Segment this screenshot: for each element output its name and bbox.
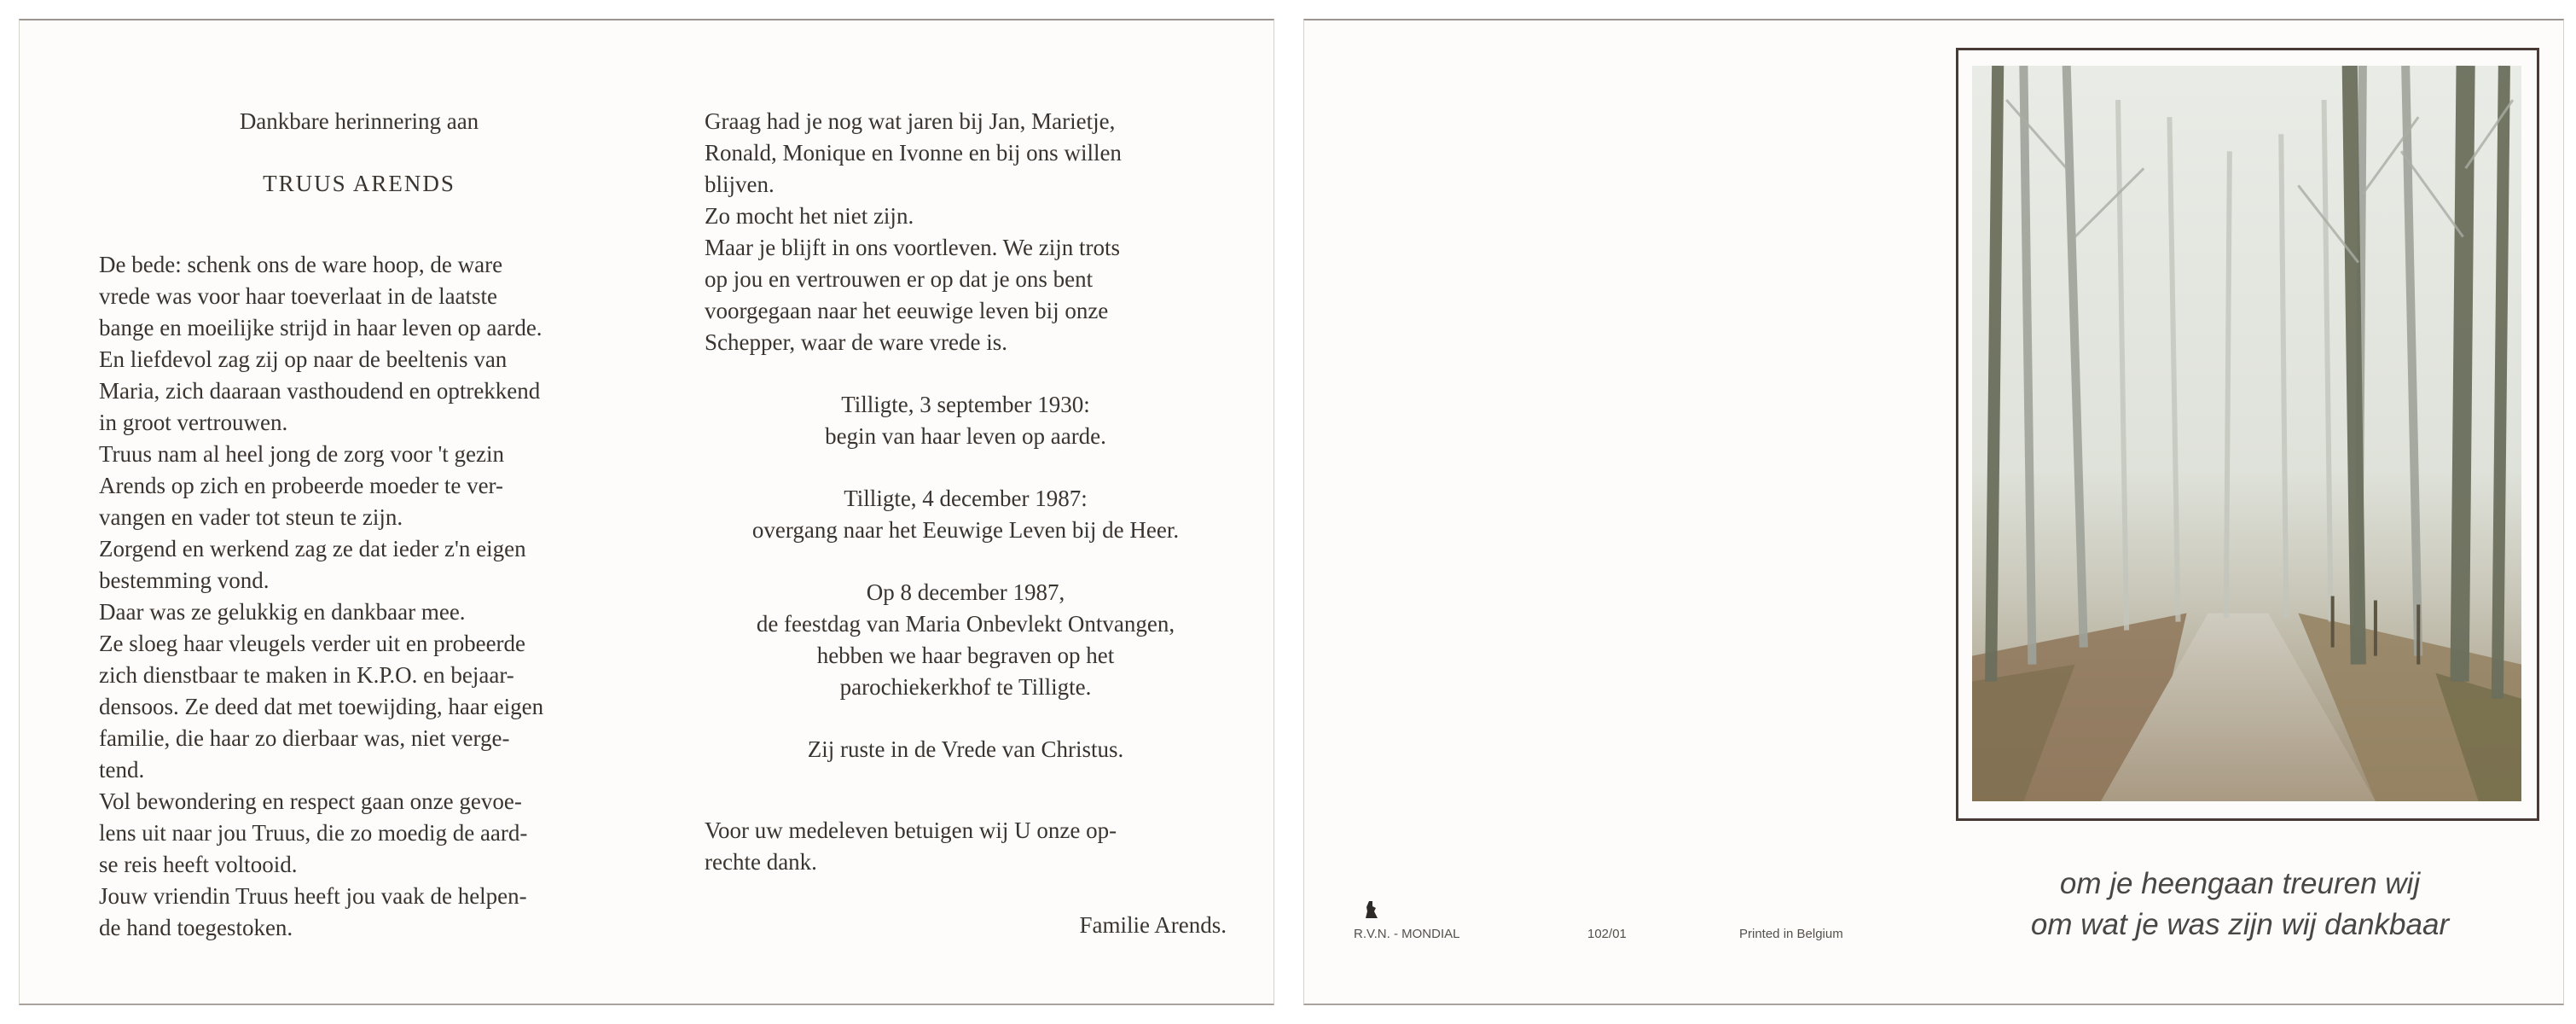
text-line: parochiekerkhof te Tilligte. (839, 674, 1092, 700)
text-line: Zorgend en werkend zag ze dat ieder z'n eigen (99, 536, 526, 561)
text-line: Arends op zich en probeerde moeder te ver- (99, 473, 503, 498)
text-line: familie, die haar zo dierbaar was, niet verge- (99, 725, 510, 751)
family-signature: Familie Arends. (1079, 912, 1227, 938)
text-line: de hand toegestoken. (99, 915, 293, 940)
publisher-logo-icon (1362, 899, 1381, 920)
text-line: Jouw vriendin Truus heeft jou vaak de helpen- (99, 883, 527, 909)
tribute-text (99, 249, 619, 944)
text-column-left (99, 106, 619, 944)
text-line: Truus nam al heel jong de zorg voor 't gezin (99, 441, 505, 467)
text-line: lens uit naar jou Truus, die zo moedig de aard- (99, 820, 528, 846)
misty-forest-path-photo (1972, 66, 2521, 801)
death-caption: overgang naar het Eeuwige Leven bij de Heer. (751, 517, 1180, 543)
text-line: vangen en vader tot steun te zijn. (99, 504, 403, 530)
text-line: Op 8 december 1987, (866, 579, 1065, 605)
text-line: voorgegaan naar het eeuwige leven bij onze (705, 298, 1109, 323)
text-line: Maria, zich daaraan vasthoudend en optrekkend (99, 378, 541, 404)
text-line: se reis heeft voltooid. (99, 852, 298, 877)
text-line: Vol bewondering en respect gaan onze gevoe- (99, 788, 522, 814)
text-line: rechte dank. (705, 849, 817, 875)
text-line: bestemming vond. (99, 567, 270, 593)
card-heading: Dankbare herinnering aan (239, 108, 479, 134)
text-line: op jou en vertrouwen er op dat je ons bent (705, 266, 1094, 292)
text-line: Ronald, Monique en Ivonne en bij ons willen (705, 140, 1122, 166)
photo-frame (1956, 48, 2539, 821)
text-line: bange en moeilijke strijd in haar leven op aarde. (99, 315, 542, 340)
memorial-verse (1946, 864, 2534, 945)
text-line: hebben we haar begraven op het (816, 643, 1115, 668)
text-line: Ze sloeg haar vleugels verder uit en probeerde (99, 631, 526, 656)
text-line: Zo mocht het niet zijn. (705, 203, 914, 229)
text-line: de feestdag van Maria Onbevlekt Ontvangen, (756, 611, 1175, 637)
burial-block (705, 577, 1227, 703)
text-line: tend. (99, 757, 145, 783)
text-line: Voor uw medeleven betuigen wij U onze op- (705, 817, 1117, 843)
text-line: Graag had je nog wat jaren bij Jan, Marietje, (705, 108, 1116, 134)
deceased-name: TRUUS ARENDS (263, 171, 455, 196)
death-block (705, 483, 1227, 546)
text-line: Schepper, waar de ware vrede is. (705, 329, 1007, 355)
text-line: Maar je blijft in ons voortleven. We zijn trots (705, 235, 1120, 260)
text-column-right (705, 106, 1227, 941)
text-line: zich dienstbaar te maken in K.P.O. en bejaar- (99, 662, 514, 688)
text-line: in groot vertrouwen. (99, 410, 288, 435)
imprint-code: 102/01 (1587, 927, 1627, 941)
birth-date: Tilligte, 3 september 1930: (841, 392, 1090, 417)
text-line: vrede was voor haar toeverlaat in de laatste (99, 283, 498, 309)
imprint-printed: Printed in Belgium (1739, 927, 1843, 941)
imprint-publisher: R.V.N. - MONDIAL (1354, 927, 1460, 941)
text-line: En liefdevol zag zij op naar de beeltenis van (99, 346, 508, 372)
rest-in-peace: Zij ruste in de Vrede van Christus. (807, 736, 1124, 762)
thanks-paragraph (705, 815, 1227, 878)
text-line: Daar was ze gelukkig en dankbaar mee. (99, 599, 466, 625)
text-line: blijven. (705, 172, 775, 197)
birth-block (705, 389, 1227, 452)
memorial-card-picture-side (1303, 19, 2564, 1005)
birth-caption: begin van haar leven op aarde. (825, 423, 1106, 449)
death-date: Tilligte, 4 december 1987: (844, 486, 1088, 511)
verse-line: om je heengaan treuren wij (2059, 867, 2421, 900)
memorial-card-text-side (19, 19, 1274, 1005)
text-line: De bede: schenk ons de ware hoop, de ware (99, 252, 503, 277)
farewell-paragraph (705, 106, 1227, 358)
text-line: densoos. Ze deed dat met toewijding, haar eigen (99, 694, 544, 719)
verse-line: om wat je was zijn wij dankbaar (2030, 908, 2450, 941)
